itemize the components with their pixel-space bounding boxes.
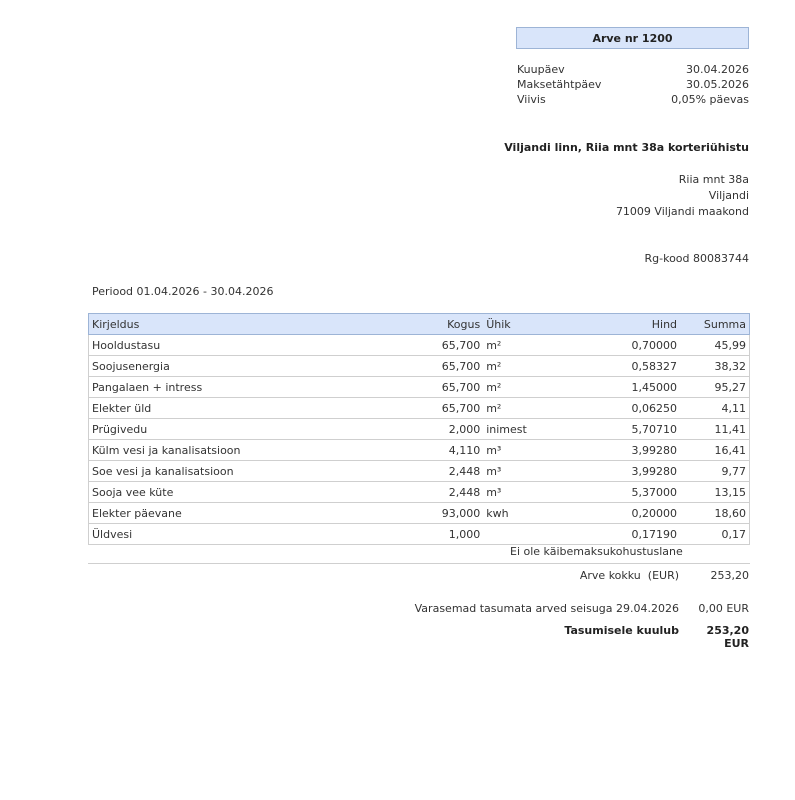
- row-description: Pangalaen + intress: [89, 377, 394, 398]
- row-sum: 9,77: [680, 461, 749, 482]
- previous-balance-label: Varasemad tasumata arved seisuga 29.04.2026: [414, 602, 679, 615]
- penalty-value: 0,05% päevas: [671, 93, 749, 106]
- previous-balance-value: 0,00 EUR: [698, 602, 749, 615]
- table-row: [89, 377, 750, 398]
- items-table: [88, 313, 750, 545]
- row-unit: m²: [483, 356, 567, 377]
- row-quantity: 65,700: [394, 398, 484, 419]
- due-date-label: Maksetähtpäev: [517, 78, 602, 91]
- row-description: Üldvesi: [89, 524, 394, 545]
- table-row: [89, 419, 750, 440]
- invoice-total-label: Arve kokku (EUR): [579, 569, 679, 582]
- row-price: 3,99280: [567, 440, 680, 461]
- row-unit: inimest: [483, 419, 567, 440]
- row-price: 0,70000: [567, 335, 680, 356]
- header-unit: Ühik: [483, 314, 567, 335]
- recipient-name: Viljandi linn, Riia mnt 38a korteriühistu: [504, 141, 749, 154]
- row-description: Prügivedu: [89, 419, 394, 440]
- row-price: 1,45000: [567, 377, 680, 398]
- row-quantity: 1,000: [394, 524, 484, 545]
- row-quantity: 93,000: [394, 503, 484, 524]
- row-unit: m²: [483, 398, 567, 419]
- row-sum: 13,15: [680, 482, 749, 503]
- row-price: 3,99280: [567, 461, 680, 482]
- row-description: Elekter päevane: [89, 503, 394, 524]
- header-price: Hind: [567, 314, 680, 335]
- vat-note: Ei ole käibemaksukohustuslane: [510, 545, 683, 558]
- row-price: 0,20000: [567, 503, 680, 524]
- row-sum: 11,41: [680, 419, 749, 440]
- table-row: [89, 524, 750, 545]
- recipient-city: Viljandi: [708, 189, 749, 202]
- table-row: [89, 503, 750, 524]
- row-unit: m²: [483, 377, 567, 398]
- invoice-date-label: Kuupäev: [517, 63, 565, 76]
- table-row: [89, 461, 750, 482]
- previous-balance-row: [415, 602, 749, 615]
- row-unit: m²: [483, 335, 567, 356]
- row-unit: kwh: [483, 503, 567, 524]
- penalty-row: [517, 93, 749, 107]
- row-unit: m³: [483, 461, 567, 482]
- billing-period: Periood 01.04.2026 - 30.04.2026: [92, 285, 274, 298]
- amount-due-row: [564, 624, 749, 650]
- row-quantity: 2,000: [394, 419, 484, 440]
- row-description: Sooja vee küte: [89, 482, 394, 503]
- amount-due-label: Tasumisele kuulub: [564, 624, 679, 637]
- invoice-date-value: 30.04.2026: [686, 63, 749, 76]
- penalty-label: Viivis: [517, 93, 546, 106]
- row-sum: 0,17: [680, 524, 749, 545]
- row-sum: 45,99: [680, 335, 749, 356]
- due-date-row: [517, 78, 749, 92]
- table-row: [89, 356, 750, 377]
- row-price: 0,58327: [567, 356, 680, 377]
- row-description: Hooldustasu: [89, 335, 394, 356]
- row-quantity: 65,700: [394, 377, 484, 398]
- row-price: 5,37000: [567, 482, 680, 503]
- row-description: Külm vesi ja kanalisatsioon: [89, 440, 394, 461]
- row-sum: 18,60: [680, 503, 749, 524]
- recipient-reg-code: Rg-kood 80083744: [644, 252, 749, 265]
- invoice-date-row: [517, 63, 749, 77]
- row-quantity: 65,700: [394, 356, 484, 377]
- header-quantity: Kogus: [394, 314, 484, 335]
- table-row: [89, 440, 750, 461]
- recipient-postal: 71009 Viljandi maakond: [615, 205, 749, 218]
- totals-divider: [88, 563, 750, 564]
- row-quantity: 2,448: [394, 461, 484, 482]
- invoice-total-value: 253,20: [710, 569, 749, 582]
- table-row: [89, 482, 750, 503]
- table-row: [89, 398, 750, 419]
- row-price: 5,70710: [567, 419, 680, 440]
- row-quantity: 4,110: [394, 440, 484, 461]
- row-quantity: 65,700: [394, 335, 484, 356]
- row-unit: m³: [483, 482, 567, 503]
- row-sum: 95,27: [680, 377, 749, 398]
- header-description: Kirjeldus: [89, 314, 394, 335]
- due-date-value: 30.05.2026: [686, 78, 749, 91]
- row-sum: 16,41: [680, 440, 749, 461]
- row-price: 0,17190: [567, 524, 680, 545]
- row-sum: 4,11: [680, 398, 749, 419]
- recipient-street: Riia mnt 38a: [678, 173, 749, 186]
- row-price: 0,06250: [567, 398, 680, 419]
- amount-due-value: 253,20 EUR: [706, 624, 749, 650]
- invoice-title: Arve nr 1200: [516, 27, 749, 49]
- row-unit: [483, 524, 567, 545]
- invoice-total-row: [580, 569, 749, 582]
- row-sum: 38,32: [680, 356, 749, 377]
- row-quantity: 2,448: [394, 482, 484, 503]
- table-row: [89, 335, 750, 356]
- row-description: Soe vesi ja kanalisatsioon: [89, 461, 394, 482]
- row-unit: m³: [483, 440, 567, 461]
- row-description: Soojusenergia: [89, 356, 394, 377]
- table-header-row: [89, 314, 750, 335]
- row-description: Elekter üld: [89, 398, 394, 419]
- header-sum: Summa: [680, 314, 749, 335]
